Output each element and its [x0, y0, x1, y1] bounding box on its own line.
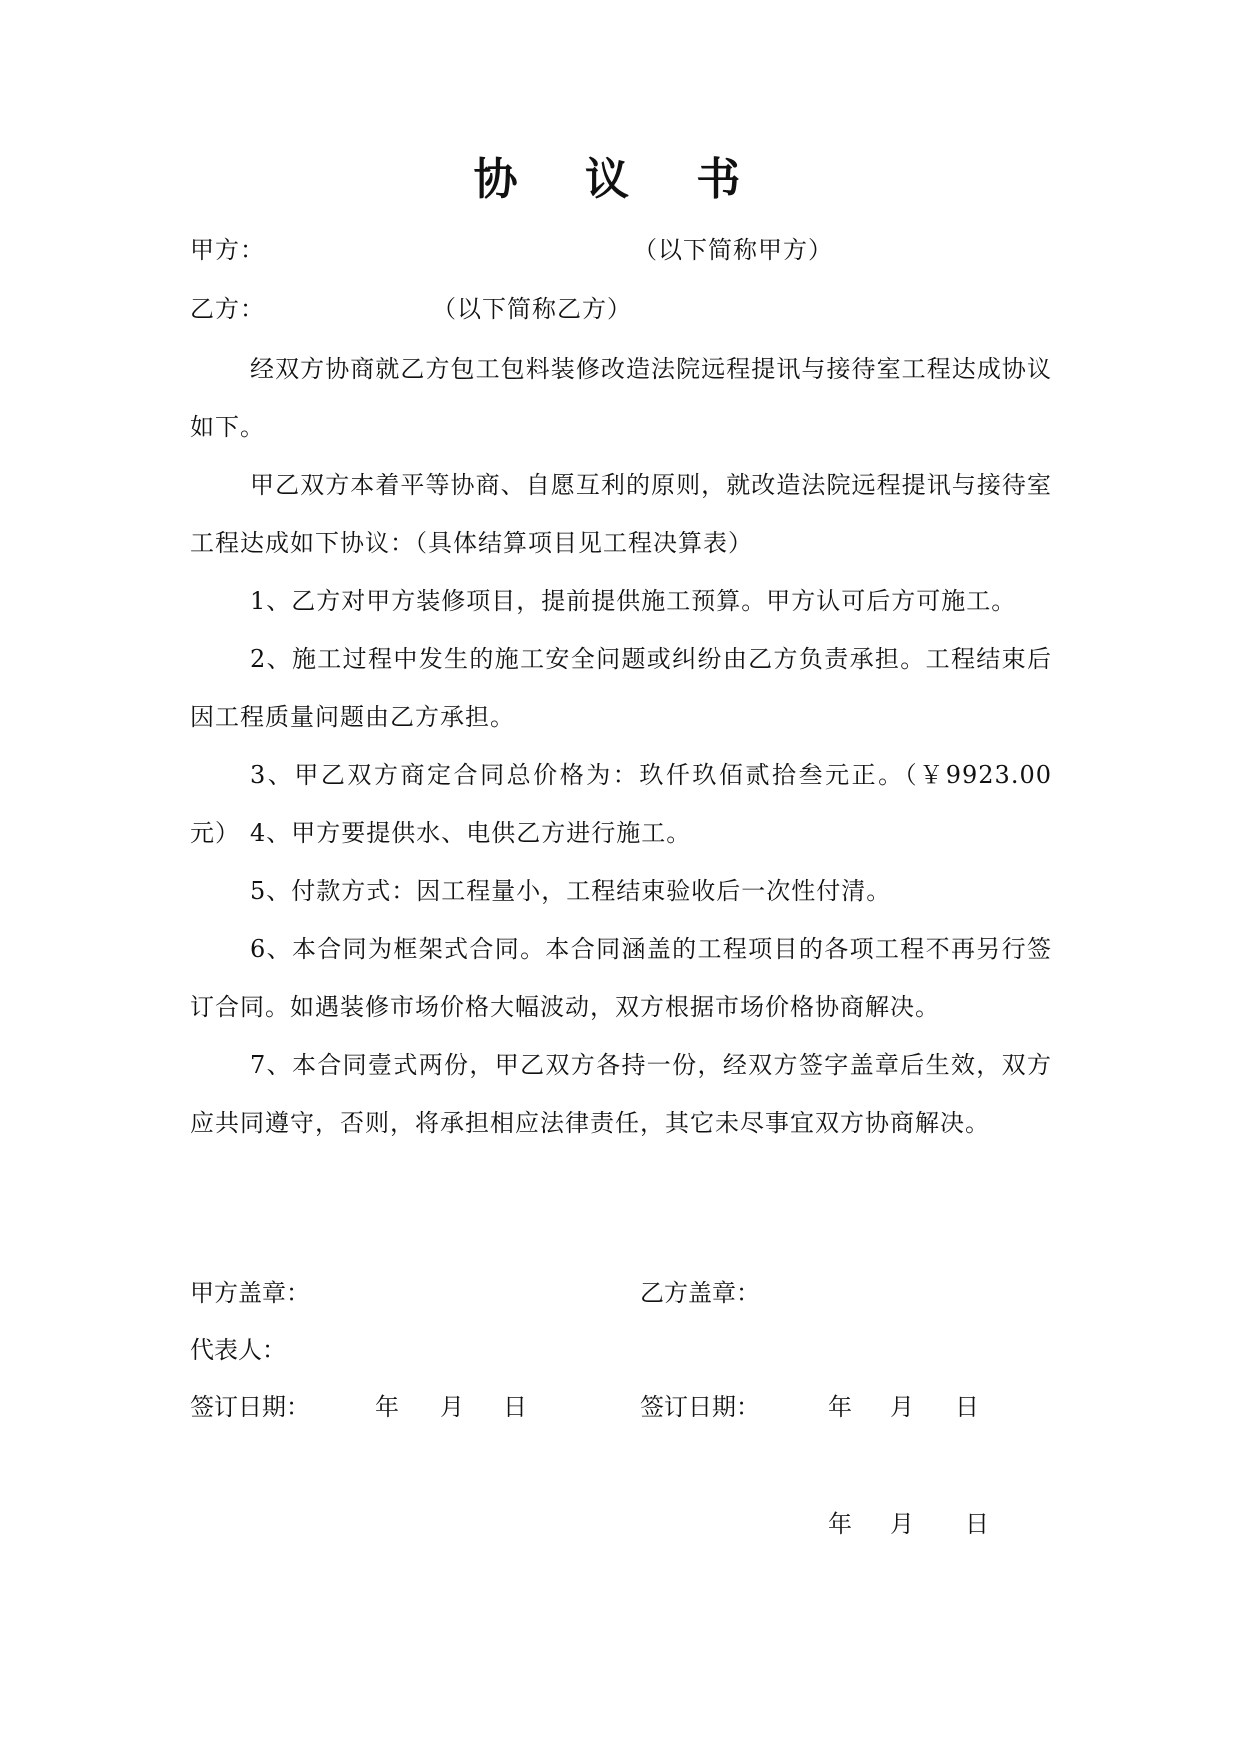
- clause-3: 3、甲乙双方商定合同总价格为：玖仟玖佰贰拾叁元正。（￥9923.00 元）: [190, 761, 1052, 847]
- intro-paragraph: 经双方协商就乙方包工包料装修改造法院远程提讯与接待室工程达成协议如下。: [190, 355, 1052, 441]
- party-b-sign-date-label: 签订日期：: [640, 1393, 760, 1421]
- party-b-seal-label: 乙方盖章：: [640, 1279, 760, 1307]
- party-a-alias: （以下简称甲方）: [633, 236, 833, 264]
- party-b-label: 乙方：: [190, 295, 265, 323]
- representative-label: 代表人：: [190, 1336, 286, 1364]
- party-b-date-month: 月: [890, 1393, 914, 1421]
- party-b-date-day: 日: [955, 1393, 979, 1421]
- clause-4: 4、甲方要提供水、电供乙方进行施工。: [250, 819, 692, 847]
- clause-7: 7、本合同壹式两份，甲乙双方各持一份，经双方签字盖章后生效，双方应共同遵守，否则，将承担相应法律责任，其它未尽事宜双方协商解决。: [190, 1051, 1052, 1137]
- clause-1: 1、乙方对甲方装修项目，提前提供施工预算。甲方认可后方可施工。: [250, 587, 1017, 615]
- party-a-seal-label: 甲方盖章：: [190, 1279, 310, 1307]
- document-title: 协 议 书: [473, 154, 767, 205]
- party-a-date-month: 月: [440, 1393, 464, 1421]
- party-a-date-day: 日: [503, 1393, 527, 1421]
- clause-6: 6、本合同为框架式合同。本合同涵盖的工程项目的各项工程不再另行签订合同。如遇装修市场价格大幅波动，双方根据市场价格协商解决。: [190, 935, 1052, 1021]
- footer-date-day: 日: [965, 1510, 989, 1538]
- party-a-sign-date-label: 签订日期：: [190, 1393, 310, 1421]
- principle-paragraph: 甲乙双方本着平等协商、自愿互利的原则，就改造法院远程提讯与接待室工程达成如下协议：（具体结算项目见工程决算表）: [190, 471, 1052, 557]
- footer-date-year: 年: [828, 1510, 852, 1538]
- party-b-date-year: 年: [828, 1393, 852, 1421]
- party-b-alias: （以下简称乙方）: [432, 295, 632, 323]
- clause-2: 2、施工过程中发生的施工安全问题或纠纷由乙方负责承担。工程结束后因工程质量问题由乙方承担。: [190, 645, 1052, 731]
- party-a-date-year: 年: [375, 1393, 399, 1421]
- footer-date-month: 月: [890, 1510, 914, 1538]
- clause-5: 5、付款方式：因工程量小，工程结束验收后一次性付清。: [250, 877, 892, 905]
- party-a-label: 甲方：: [190, 236, 265, 264]
